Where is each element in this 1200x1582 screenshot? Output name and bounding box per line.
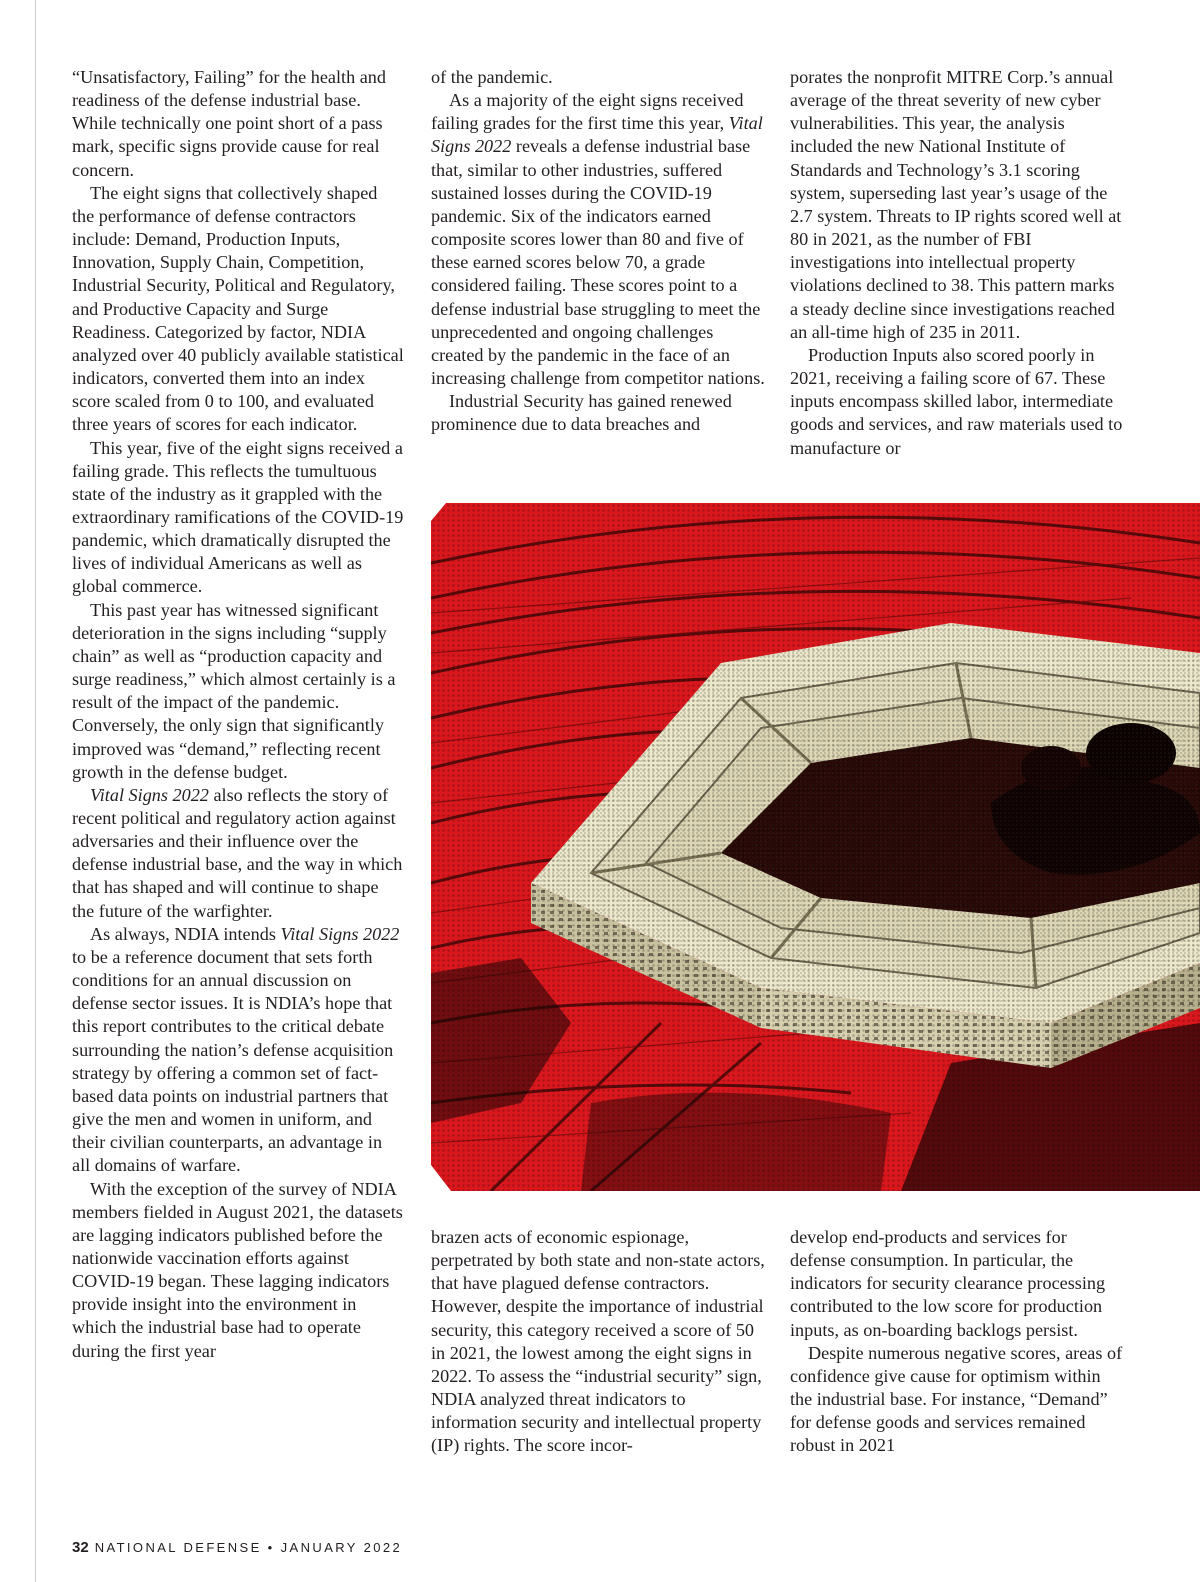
- paragraph: [790, 1342, 1126, 1458]
- article-column-1: [72, 66, 404, 1363]
- text-run: to be a reference document that sets forth conditions for an annual discussion on defense sector issues. It is NDIA’s hope that this report contributes to the critical debate surrounding the nation’s defense acquisition strategy by offering a common set of fact-based data points on industrial partners that give the men and women in uniform, and their civilian counterparts, an advantage in all domains of warfare.: [72, 946, 394, 1176]
- page-number: 32: [72, 1539, 89, 1556]
- italic-title: Vital Signs 2022: [90, 784, 209, 805]
- italic-title: Vital Signs 2022: [431, 113, 763, 157]
- paragraph: [72, 437, 404, 599]
- text-run: This past year has witnessed significant deterioration in the signs including “supply chain” as well as “production capacity and surge readiness,” which almost certainly is a result of the impact of the pandemic. Conversely, the only sign that significantly improved was “demand,” reflecting recent growth in the defense budget.: [72, 599, 396, 782]
- paragraph: [72, 923, 404, 1178]
- page-footer: [72, 1539, 402, 1556]
- text-run: porates the nonprofit MITRE Corp.’s annual average of the threat severity of new cyber vulnerabilities. This year, the analysis included the new National Institute of Standards and Technology’s 3.1 scoring system, superseding last year’s usage of the 2.7 system. Threats to IP rights scored well at 80 in 2021, as the number of FBI investigations into intellectual property violations declined to 38. This pattern marks a steady decline since investigations reached an all-time high of 235 in 2011.: [790, 67, 1122, 342]
- text-run: of the pandemic.: [431, 67, 553, 87]
- text-run: brazen acts of economic espionage, perpetrated by both state and non-state actors, that have plagued defense contractors. However, despite the importance of industrial security, this category received a score of 50 in 2021, the lowest among the eight signs in 2022. To assess the “industrial security” sign, NDIA analyzed threat indicators to information security and intellectual property (IP) rights. The score incor-: [431, 1227, 765, 1456]
- paragraph: [431, 89, 766, 390]
- page-spine-rule: [35, 0, 36, 1582]
- text-run: Production Inputs also scored poorly in 2021, receiving a failing score of 67. These inputs encompass skilled labor, intermediate goods and services, and raw materials used to manufacture or: [790, 344, 1123, 458]
- text-run: The eight signs that collectively shaped the performance of defense contractors include: Demand, Production Inputs, Innovation, Supply Chain, Competition, Industrial Security, Political and Regulatory, and Productive Capacity and Surge Readiness. Categorized by factor, NDIA analyzed over 40 publicly available statistical indicators, converted them into an index score scaled from 0 to 100, and evaluated three years of scores for each indicator.: [72, 182, 404, 435]
- article-column-2-top: [431, 66, 766, 437]
- paragraph: [72, 182, 404, 437]
- text-run: As always, NDIA intends: [90, 923, 281, 944]
- text-run: Industrial Security has gained renewed prominence due to data breaches and: [431, 391, 732, 435]
- paragraph: [72, 66, 404, 182]
- text-run: With the exception of the survey of NDIA members fielded in August 2021, the datasets are lagging indicators published before the nationwide vaccination efforts against COVID-19 began. These lagging indicators provide insight into the environment in which the industrial base had to operate during the first year: [72, 1178, 403, 1361]
- paragraph: [790, 344, 1126, 460]
- article-column-3-top: [790, 66, 1126, 460]
- paragraph: [431, 1226, 766, 1458]
- article-column-2-bottom: [431, 1226, 766, 1458]
- paragraph: [431, 390, 766, 436]
- italic-title: Vital Signs 2022: [280, 923, 400, 944]
- paragraph: [431, 66, 766, 89]
- paragraph: [790, 1226, 1126, 1342]
- pentagon-aerial-photo: [431, 503, 1200, 1191]
- article-column-3-bottom: [790, 1226, 1126, 1458]
- paragraph: [790, 66, 1126, 344]
- text-run: also reflects the story of recent political and regulatory action against adversaries and their influence over the defense industrial base, and the way in which that has shaped and will continue to shape the future of the warfighter.: [72, 784, 403, 921]
- publication-line: NATIONAL DEFENSE • JANUARY 2022: [94, 1540, 403, 1555]
- text-run: reveals a defense industrial base that, similar to other industries, suffered sustained losses during the COVID-19 pandemic. Six of the indicators earned composite scores lower than 80 and five of these earned scores below 70, a grade considered failing. These scores point to a defense industrial base struggling to meet the unprecedented and ongoing challenges created by the pandemic in the face of an increasing challenge from competitor nations.: [431, 136, 765, 389]
- text-run: develop end-products and services for defense consumption. In particular, the indicators for security clearance processing contributed to the low score for production inputs, as on-boarding backlogs persist.: [790, 1227, 1106, 1340]
- paragraph: [72, 784, 404, 923]
- text-run: This year, five of the eight signs received a failing grade. This reflects the tumultuous state of the industry as it grappled with the extraordinary ramifications of the COVID-19 pandemic, which dramatically disrupted the lives of individual Americans as well as global commerce.: [72, 437, 404, 597]
- paragraph: [72, 1178, 404, 1363]
- text-run: “Unsatisfactory, Failing” for the health and readiness of the defense industrial base. While technically one point short of a pass mark, specific signs provide cause for real concern.: [72, 67, 386, 180]
- text-run: As a majority of the eight signs received failing grades for the first time this year,: [431, 90, 744, 134]
- paragraph: [72, 599, 404, 784]
- text-run: Despite numerous negative scores, areas of confidence give cause for optimism within the industrial base. For instance, “Demand” for defense goods and services remained robust in 2021: [790, 1342, 1123, 1456]
